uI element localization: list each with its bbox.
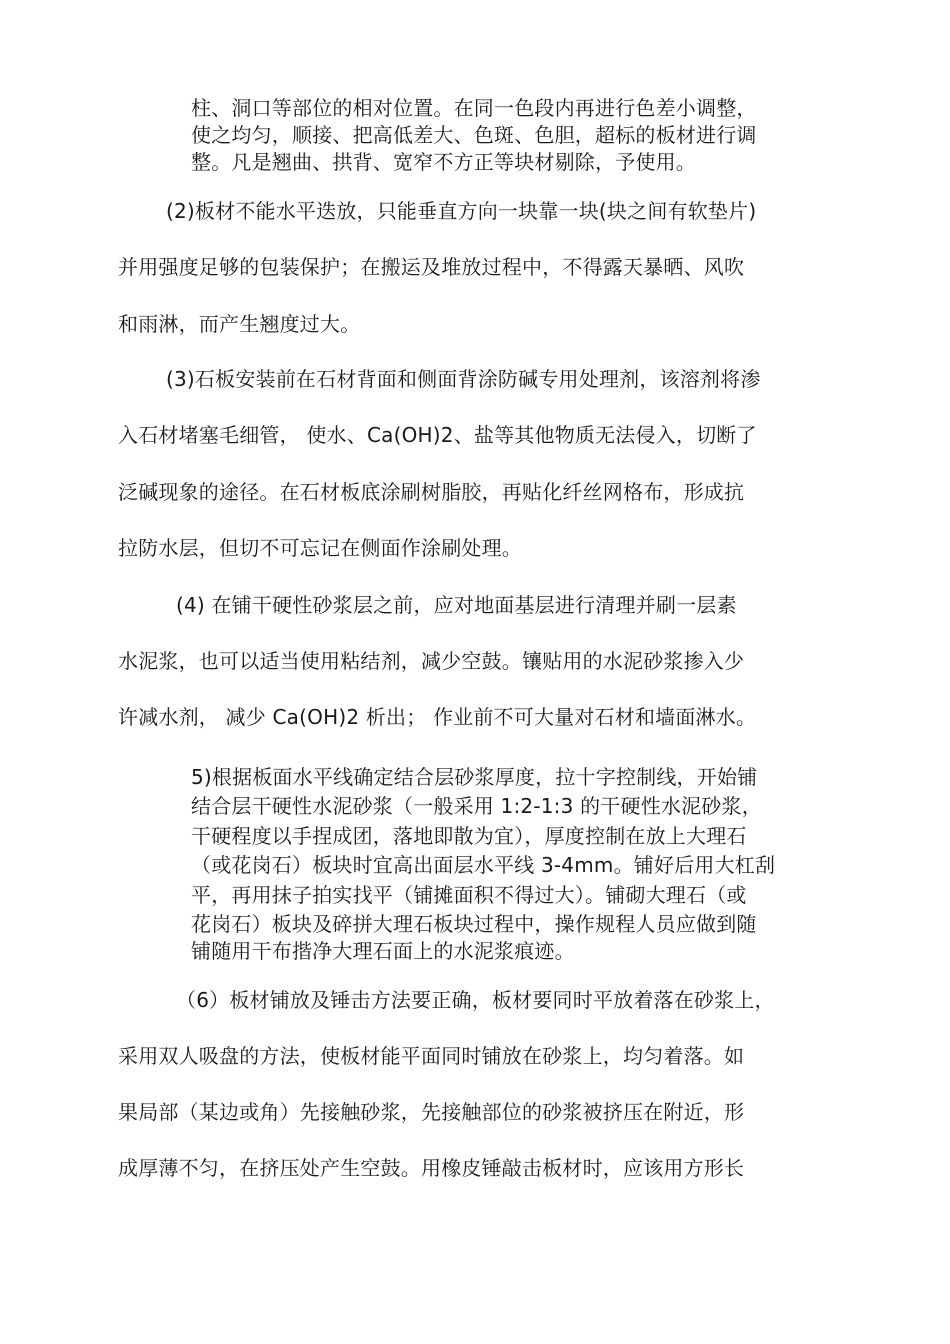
text-line: 许减水剂， 减少 Ca(OH)2 析出； 作业前不可大量对石材和墙面淋水。 xyxy=(118,705,757,729)
text-line: 花岗石）板块及碎拼大理石板块过程中，操作规程人员应做到随 xyxy=(191,912,757,936)
text-line: 入石材堵塞毛细管， 使水、Ca(OH)2、盐等其他物质无法侵入，切断了 xyxy=(118,423,757,447)
text-line: (4) 在铺干硬性砂浆层之前，应对地面基层进行清理并刷一层素 xyxy=(176,593,737,617)
text-line: 平，再用抹子拍实找平（铺摊面积不得过大）。铺砌大理石（或 xyxy=(191,883,747,907)
text-line: （或花岗石）板块时宜高出面层水平线 3-4mm。铺好后用大杠刮 xyxy=(191,853,776,877)
text-line: （6）板材铺放及锤击方法要正确，板材要同时平放着落在砂浆上， xyxy=(176,988,775,1012)
text-line: 采用双人吸盘的方法，使板材能平面同时铺放在砂浆上，均匀着落。如 xyxy=(118,1044,745,1068)
text-line: 5)根据板面水平线确定结合层砂浆厚度，拉十字控制线，开始铺 xyxy=(191,765,758,789)
text-line: 整。凡是翘曲、拱背、宽窄不方正等块材剔除，予使用。 xyxy=(191,150,696,174)
text-line: 使之均匀，顺接、把高低差大、色斑、色胆，超标的板材进行调 xyxy=(191,123,757,147)
text-line: 结合层干硬性水泥砂浆（一般采用 1:2-1:3 的干硬性水泥砂浆， xyxy=(191,794,762,818)
text-line: 果局部（某边或角）先接触砂浆，先接触部位的砂浆被挤压在附近，形 xyxy=(118,1100,745,1124)
text-line: 柱、洞口等部位的相对位置。在同一色段内再进行色差小调整， xyxy=(191,96,757,120)
text-line: (2)板材不能水平迭放，只能垂直方向一块靠一块(块之间有软垫片) xyxy=(166,199,757,223)
text-line: 并用强度足够的包装保护；在搬运及堆放过程中，不得露天暴晒、风吹 xyxy=(118,255,745,279)
text-line: (3)石板安装前在石材背面和侧面背涂防碱专用处理剂，该溶剂将渗 xyxy=(166,367,761,391)
text-line: 铺随用干布揩净大理石面上的水泥浆痕迹。 xyxy=(191,939,575,963)
text-line: 干硬程度以手捏成团，落地即散为宜），厚度控制在放上大理石 xyxy=(191,824,747,848)
text-line: 成厚薄不匀，在挤压处产生空鼓。用橡皮锤敲击板材时，应该用方形长 xyxy=(118,1156,745,1180)
text-line: 拉防水层，但切不可忘记在侧面作涂刷处理。 xyxy=(118,536,522,560)
text-line: 和雨淋，而产生翘度过大。 xyxy=(118,312,361,336)
text-line: 水泥浆，也可以适当使用粘结剂，减少空鼓。镶贴用的水泥砂浆掺入少 xyxy=(118,649,745,673)
text-line: 泛碱现象的途径。在石材板底涂刷树脂胶，再贴化纤丝网格布，形成抗 xyxy=(118,480,745,504)
